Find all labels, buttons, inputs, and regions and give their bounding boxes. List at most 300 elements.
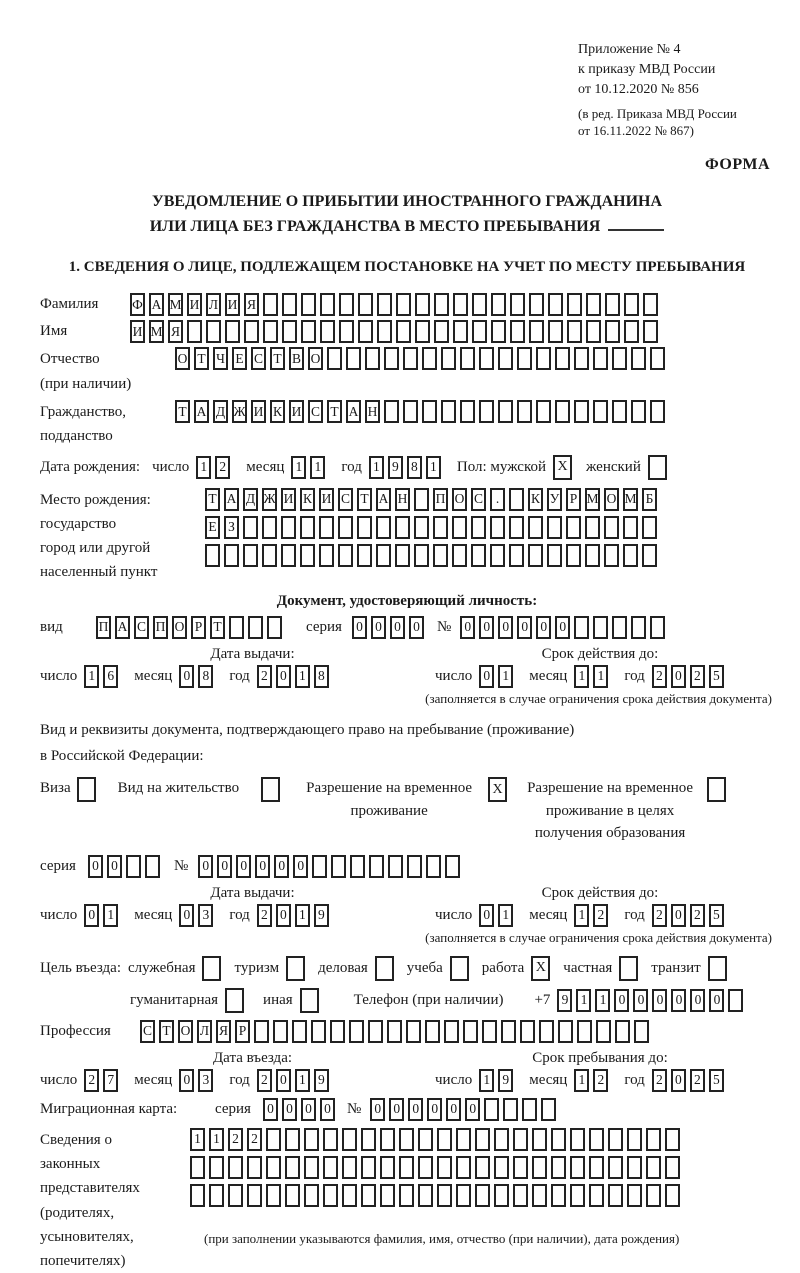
char-box[interactable]: 2: [257, 1069, 272, 1092]
char-box[interactable]: 5: [709, 904, 724, 927]
char-box[interactable]: [285, 1128, 300, 1151]
char-box[interactable]: 1: [479, 1069, 494, 1092]
char-box[interactable]: О: [452, 488, 467, 511]
char-box[interactable]: А: [194, 400, 209, 423]
char-box[interactable]: [551, 1128, 566, 1151]
char-box[interactable]: [415, 320, 430, 343]
temp-residence-education-checkbox[interactable]: [707, 777, 726, 802]
char-box[interactable]: [452, 544, 467, 567]
char-box[interactable]: 2: [652, 1069, 667, 1092]
char-box[interactable]: [460, 400, 475, 423]
char-box[interactable]: О: [172, 616, 187, 639]
char-box[interactable]: [513, 1156, 528, 1179]
char-box[interactable]: 0: [217, 855, 232, 878]
char-box[interactable]: [434, 293, 449, 316]
char-box[interactable]: [396, 320, 411, 343]
char-box[interactable]: Я: [168, 320, 183, 343]
char-box[interactable]: [330, 1020, 345, 1043]
temp-residence-checkbox[interactable]: X: [488, 777, 507, 802]
char-box[interactable]: И: [281, 488, 296, 511]
char-box[interactable]: [547, 544, 562, 567]
char-box[interactable]: [395, 516, 410, 539]
char-box[interactable]: [631, 347, 646, 370]
char-box[interactable]: [323, 1184, 338, 1207]
char-box[interactable]: [441, 347, 456, 370]
char-box[interactable]: 0: [236, 855, 251, 878]
char-box[interactable]: [608, 1184, 623, 1207]
char-box[interactable]: 6: [103, 665, 118, 688]
char-box[interactable]: Т: [270, 347, 285, 370]
char-box[interactable]: Л: [206, 293, 221, 316]
char-box[interactable]: О: [175, 347, 190, 370]
char-box[interactable]: [361, 1184, 376, 1207]
char-box[interactable]: В: [289, 347, 304, 370]
char-box[interactable]: Т: [175, 400, 190, 423]
char-box[interactable]: [445, 855, 460, 878]
char-box[interactable]: [266, 1128, 281, 1151]
char-box[interactable]: 0: [389, 1098, 404, 1121]
char-box[interactable]: [452, 516, 467, 539]
char-box[interactable]: [665, 1128, 680, 1151]
char-box[interactable]: [539, 1020, 554, 1043]
char-box[interactable]: П: [153, 616, 168, 639]
char-box[interactable]: [357, 516, 372, 539]
char-box[interactable]: [399, 1184, 414, 1207]
char-box[interactable]: [323, 1128, 338, 1151]
char-box[interactable]: [475, 1184, 490, 1207]
char-box[interactable]: 2: [652, 904, 667, 927]
char-box[interactable]: [536, 400, 551, 423]
char-box[interactable]: [342, 1184, 357, 1207]
char-box[interactable]: [365, 347, 380, 370]
char-box[interactable]: [338, 544, 353, 567]
char-box[interactable]: 1: [576, 989, 591, 1012]
char-box[interactable]: 1: [209, 1128, 224, 1151]
char-box[interactable]: 1: [196, 456, 211, 479]
purpose-private-checkbox[interactable]: [619, 956, 638, 981]
char-box[interactable]: Т: [327, 400, 342, 423]
char-box[interactable]: [350, 855, 365, 878]
char-box[interactable]: [415, 293, 430, 316]
char-box[interactable]: 9: [388, 456, 403, 479]
char-box[interactable]: 1: [574, 665, 589, 688]
char-box[interactable]: [377, 293, 392, 316]
char-box[interactable]: [418, 1184, 433, 1207]
char-box[interactable]: И: [225, 293, 240, 316]
char-box[interactable]: [608, 1128, 623, 1151]
char-box[interactable]: К: [528, 488, 543, 511]
char-box[interactable]: [224, 544, 239, 567]
char-box[interactable]: [624, 293, 639, 316]
char-box[interactable]: 2: [593, 904, 608, 927]
char-box[interactable]: [327, 347, 342, 370]
char-box[interactable]: 5: [709, 665, 724, 688]
char-box[interactable]: 3: [198, 904, 213, 927]
char-box[interactable]: [437, 1184, 452, 1207]
char-box[interactable]: [517, 347, 532, 370]
char-box[interactable]: [604, 544, 619, 567]
char-box[interactable]: 0: [255, 855, 270, 878]
char-box[interactable]: 0: [446, 1098, 461, 1121]
char-box[interactable]: 1: [595, 989, 610, 1012]
char-box[interactable]: 0: [274, 855, 289, 878]
char-box[interactable]: Т: [210, 616, 225, 639]
char-box[interactable]: [301, 293, 316, 316]
char-box[interactable]: [528, 544, 543, 567]
char-box[interactable]: [627, 1128, 642, 1151]
residence-permit-checkbox[interactable]: [261, 777, 280, 802]
char-box[interactable]: 1: [295, 904, 310, 927]
char-box[interactable]: [567, 320, 582, 343]
char-box[interactable]: [612, 616, 627, 639]
char-box[interactable]: [267, 616, 282, 639]
char-box[interactable]: [586, 320, 601, 343]
char-box[interactable]: М: [168, 293, 183, 316]
char-box[interactable]: 0: [465, 1098, 480, 1121]
char-box[interactable]: [642, 516, 657, 539]
char-box[interactable]: 0: [84, 904, 99, 927]
char-box[interactable]: [555, 400, 570, 423]
char-box[interactable]: [145, 855, 160, 878]
char-box[interactable]: [491, 293, 506, 316]
char-box[interactable]: [567, 293, 582, 316]
char-box[interactable]: [263, 320, 278, 343]
char-box[interactable]: А: [115, 616, 130, 639]
char-box[interactable]: 0: [276, 665, 291, 688]
char-box[interactable]: [498, 347, 513, 370]
char-box[interactable]: 1: [291, 456, 306, 479]
char-box[interactable]: 9: [314, 1069, 329, 1092]
char-box[interactable]: [665, 1184, 680, 1207]
char-box[interactable]: [425, 1020, 440, 1043]
char-box[interactable]: А: [224, 488, 239, 511]
char-box[interactable]: [190, 1156, 205, 1179]
char-box[interactable]: 0: [179, 904, 194, 927]
char-box[interactable]: 0: [690, 989, 705, 1012]
char-box[interactable]: [266, 1156, 281, 1179]
char-box[interactable]: 0: [301, 1098, 316, 1121]
char-box[interactable]: [282, 293, 297, 316]
char-box[interactable]: [229, 616, 244, 639]
char-box[interactable]: 1: [295, 665, 310, 688]
char-box[interactable]: [377, 320, 392, 343]
char-box[interactable]: [472, 293, 487, 316]
char-box[interactable]: [623, 544, 638, 567]
char-box[interactable]: [574, 616, 589, 639]
char-box[interactable]: 2: [593, 1069, 608, 1092]
char-box[interactable]: 8: [198, 665, 213, 688]
char-box[interactable]: [338, 516, 353, 539]
char-box[interactable]: [551, 1184, 566, 1207]
char-box[interactable]: Ч: [213, 347, 228, 370]
char-box[interactable]: [403, 347, 418, 370]
char-box[interactable]: [570, 1156, 585, 1179]
char-box[interactable]: 0: [427, 1098, 442, 1121]
char-box[interactable]: [456, 1184, 471, 1207]
char-box[interactable]: Ж: [262, 488, 277, 511]
char-box[interactable]: Т: [205, 488, 220, 511]
char-box[interactable]: [650, 400, 665, 423]
char-box[interactable]: [225, 320, 240, 343]
char-box[interactable]: С: [471, 488, 486, 511]
char-box[interactable]: [510, 293, 525, 316]
char-box[interactable]: [501, 1020, 516, 1043]
char-box[interactable]: [494, 1128, 509, 1151]
char-box[interactable]: [368, 1020, 383, 1043]
char-box[interactable]: 0: [517, 616, 532, 639]
char-box[interactable]: [513, 1128, 528, 1151]
char-box[interactable]: [612, 400, 627, 423]
char-box[interactable]: [555, 347, 570, 370]
char-box[interactable]: [247, 1184, 262, 1207]
char-box[interactable]: [608, 1156, 623, 1179]
char-box[interactable]: [376, 516, 391, 539]
char-box[interactable]: [190, 1184, 205, 1207]
char-box[interactable]: [441, 400, 456, 423]
char-box[interactable]: Т: [194, 347, 209, 370]
char-box[interactable]: [646, 1156, 661, 1179]
char-box[interactable]: Н: [365, 400, 380, 423]
char-box[interactable]: Н: [395, 488, 410, 511]
char-box[interactable]: 0: [107, 855, 122, 878]
char-box[interactable]: [532, 1128, 547, 1151]
char-box[interactable]: С: [140, 1020, 155, 1043]
char-box[interactable]: [262, 516, 277, 539]
char-box[interactable]: С: [308, 400, 323, 423]
char-box[interactable]: 0: [352, 616, 367, 639]
char-box[interactable]: [422, 400, 437, 423]
char-box[interactable]: 2: [215, 456, 230, 479]
char-box[interactable]: [529, 293, 544, 316]
char-box[interactable]: [243, 544, 258, 567]
char-box[interactable]: [361, 1156, 376, 1179]
char-box[interactable]: 0: [179, 1069, 194, 1092]
char-box[interactable]: [209, 1156, 224, 1179]
char-box[interactable]: Е: [232, 347, 247, 370]
char-box[interactable]: [650, 616, 665, 639]
char-box[interactable]: Д: [243, 488, 258, 511]
char-box[interactable]: 0: [614, 989, 629, 1012]
char-box[interactable]: [228, 1156, 243, 1179]
char-box[interactable]: [643, 320, 658, 343]
char-box[interactable]: [369, 855, 384, 878]
char-box[interactable]: 0: [671, 665, 686, 688]
char-box[interactable]: [650, 347, 665, 370]
char-box[interactable]: [319, 544, 334, 567]
char-box[interactable]: [612, 347, 627, 370]
char-box[interactable]: [380, 1156, 395, 1179]
char-box[interactable]: [319, 516, 334, 539]
char-box[interactable]: [342, 1156, 357, 1179]
char-box[interactable]: [627, 1156, 642, 1179]
char-box[interactable]: 0: [371, 616, 386, 639]
char-box[interactable]: [460, 347, 475, 370]
char-box[interactable]: [456, 1128, 471, 1151]
char-box[interactable]: А: [346, 400, 361, 423]
char-box[interactable]: [339, 293, 354, 316]
char-box[interactable]: 1: [426, 456, 441, 479]
char-box[interactable]: 2: [257, 904, 272, 927]
char-box[interactable]: [437, 1128, 452, 1151]
purpose-work-checkbox[interactable]: X: [531, 956, 550, 981]
char-box[interactable]: А: [149, 293, 164, 316]
char-box[interactable]: [418, 1156, 433, 1179]
char-box[interactable]: [471, 544, 486, 567]
char-box[interactable]: [285, 1184, 300, 1207]
char-box[interactable]: [247, 1156, 262, 1179]
char-box[interactable]: [300, 544, 315, 567]
char-box[interactable]: [433, 544, 448, 567]
char-box[interactable]: И: [251, 400, 266, 423]
char-box[interactable]: [509, 544, 524, 567]
char-box[interactable]: У: [547, 488, 562, 511]
char-box[interactable]: [414, 488, 429, 511]
char-box[interactable]: 2: [690, 665, 705, 688]
char-box[interactable]: [574, 347, 589, 370]
char-box[interactable]: Т: [159, 1020, 174, 1043]
char-box[interactable]: С: [338, 488, 353, 511]
char-box[interactable]: [605, 293, 620, 316]
char-box[interactable]: [491, 320, 506, 343]
char-box[interactable]: [509, 488, 524, 511]
char-box[interactable]: 1: [498, 665, 513, 688]
char-box[interactable]: [254, 1020, 269, 1043]
char-box[interactable]: [646, 1184, 661, 1207]
char-box[interactable]: [547, 516, 562, 539]
char-box[interactable]: 0: [179, 665, 194, 688]
char-box[interactable]: [596, 1020, 611, 1043]
char-box[interactable]: 0: [709, 989, 724, 1012]
char-box[interactable]: 0: [320, 1098, 335, 1121]
char-box[interactable]: [304, 1128, 319, 1151]
char-box[interactable]: И: [319, 488, 334, 511]
char-box[interactable]: [586, 293, 601, 316]
char-box[interactable]: [282, 320, 297, 343]
purpose-tourism-checkbox[interactable]: [286, 956, 305, 981]
char-box[interactable]: [444, 1020, 459, 1043]
char-box[interactable]: [548, 293, 563, 316]
char-box[interactable]: [566, 544, 581, 567]
char-box[interactable]: М: [585, 488, 600, 511]
char-box[interactable]: 0: [479, 904, 494, 927]
char-box[interactable]: [541, 1098, 556, 1121]
char-box[interactable]: 0: [88, 855, 103, 878]
char-box[interactable]: [342, 1128, 357, 1151]
char-box[interactable]: [472, 320, 487, 343]
char-box[interactable]: 1: [103, 904, 118, 927]
char-box[interactable]: [589, 1128, 604, 1151]
char-box[interactable]: 2: [247, 1128, 262, 1151]
char-box[interactable]: 1: [295, 1069, 310, 1092]
char-box[interactable]: [490, 544, 505, 567]
char-box[interactable]: [498, 400, 513, 423]
char-box[interactable]: 1: [369, 456, 384, 479]
char-box[interactable]: [463, 1020, 478, 1043]
char-box[interactable]: [388, 855, 403, 878]
char-box[interactable]: [494, 1156, 509, 1179]
char-box[interactable]: [384, 400, 399, 423]
char-box[interactable]: [273, 1020, 288, 1043]
char-box[interactable]: [490, 516, 505, 539]
char-box[interactable]: [380, 1184, 395, 1207]
char-box[interactable]: Е: [205, 516, 220, 539]
char-box[interactable]: [484, 1098, 499, 1121]
char-box[interactable]: [395, 544, 410, 567]
char-box[interactable]: [475, 1128, 490, 1151]
char-box[interactable]: 2: [84, 1069, 99, 1092]
char-box[interactable]: [244, 320, 259, 343]
char-box[interactable]: [426, 855, 441, 878]
char-box[interactable]: [494, 1184, 509, 1207]
char-box[interactable]: А: [376, 488, 391, 511]
char-box[interactable]: [665, 1156, 680, 1179]
char-box[interactable]: [422, 347, 437, 370]
char-box[interactable]: [532, 1184, 547, 1207]
visa-checkbox[interactable]: [77, 777, 96, 802]
char-box[interactable]: [728, 989, 743, 1012]
char-box[interactable]: 9: [557, 989, 572, 1012]
char-box[interactable]: [558, 1020, 573, 1043]
char-box[interactable]: [548, 320, 563, 343]
char-box[interactable]: [331, 855, 346, 878]
char-box[interactable]: .: [490, 488, 505, 511]
char-box[interactable]: [646, 1128, 661, 1151]
char-box[interactable]: [248, 616, 263, 639]
char-box[interactable]: 1: [574, 1069, 589, 1092]
char-box[interactable]: О: [308, 347, 323, 370]
char-box[interactable]: [304, 1184, 319, 1207]
char-box[interactable]: [471, 516, 486, 539]
char-box[interactable]: [320, 320, 335, 343]
char-box[interactable]: [358, 293, 373, 316]
char-box[interactable]: 1: [190, 1128, 205, 1151]
char-box[interactable]: 0: [671, 989, 686, 1012]
char-box[interactable]: 7: [103, 1069, 118, 1092]
char-box[interactable]: [585, 516, 600, 539]
char-box[interactable]: 2: [652, 665, 667, 688]
char-box[interactable]: [126, 855, 141, 878]
char-box[interactable]: [387, 1020, 402, 1043]
char-box[interactable]: [304, 1156, 319, 1179]
char-box[interactable]: 8: [314, 665, 329, 688]
char-box[interactable]: [187, 320, 202, 343]
title-blank-underline[interactable]: [608, 218, 664, 231]
char-box[interactable]: [311, 1020, 326, 1043]
char-box[interactable]: 0: [555, 616, 570, 639]
char-box[interactable]: 0: [479, 616, 494, 639]
char-box[interactable]: [536, 347, 551, 370]
char-box[interactable]: К: [300, 488, 315, 511]
char-box[interactable]: [513, 1184, 528, 1207]
char-box[interactable]: [453, 320, 468, 343]
char-box[interactable]: [503, 1098, 518, 1121]
char-box[interactable]: [532, 1156, 547, 1179]
char-box[interactable]: С: [134, 616, 149, 639]
char-box[interactable]: П: [96, 616, 111, 639]
char-box[interactable]: 0: [479, 665, 494, 688]
char-box[interactable]: [593, 616, 608, 639]
char-box[interactable]: К: [270, 400, 285, 423]
char-box[interactable]: 0: [263, 1098, 278, 1121]
char-box[interactable]: [346, 347, 361, 370]
char-box[interactable]: [320, 293, 335, 316]
char-box[interactable]: 2: [228, 1128, 243, 1151]
char-box[interactable]: 1: [84, 665, 99, 688]
char-box[interactable]: 1: [310, 456, 325, 479]
char-box[interactable]: [292, 1020, 307, 1043]
char-box[interactable]: [551, 1156, 566, 1179]
char-box[interactable]: [634, 1020, 649, 1043]
